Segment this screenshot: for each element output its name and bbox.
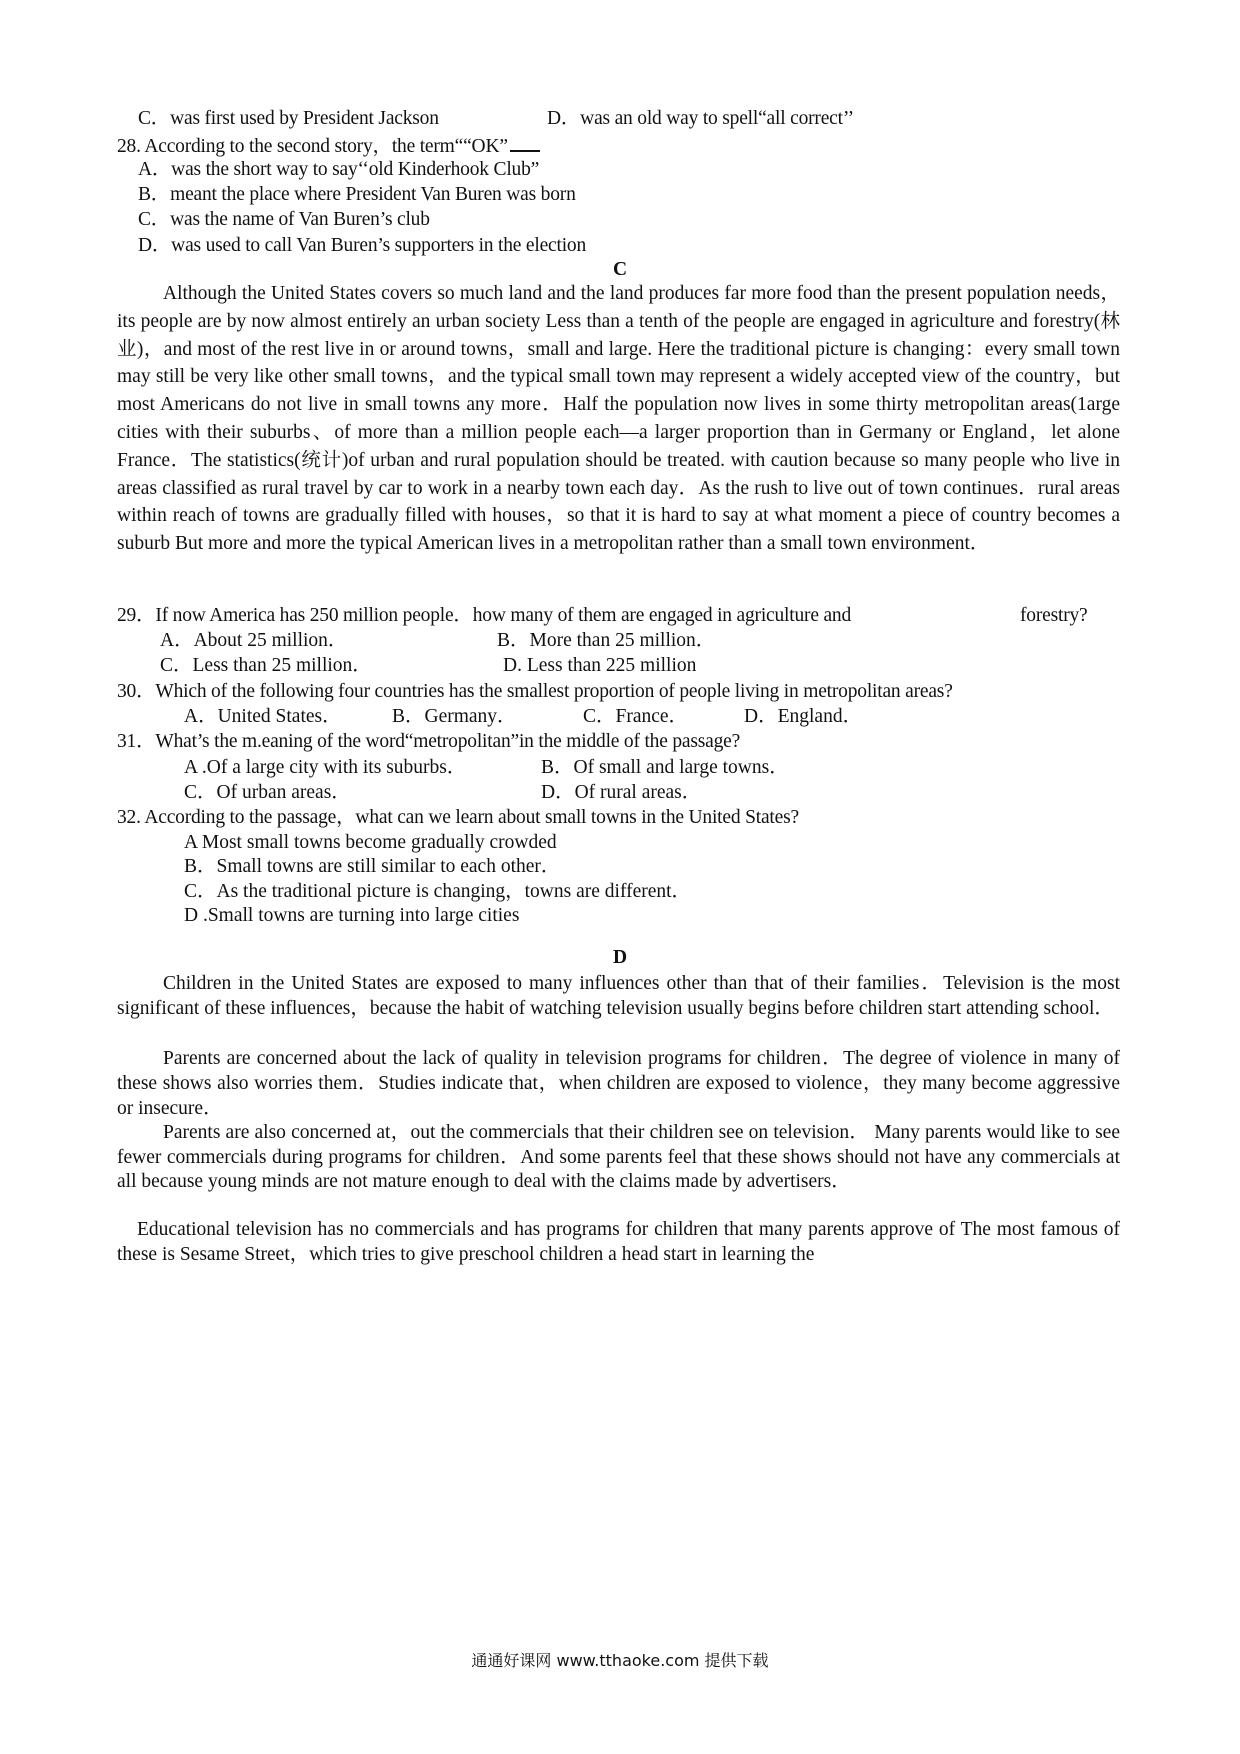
q30-stem: 30．Which of the following four countries has the smallest proportion of people living in metropolitan areas? <box>117 681 953 702</box>
q28-option-c: C．was the name of Van Buren’s club <box>138 209 430 230</box>
paragraph-text: Educational television has no commercials and has programs for children that many parents approve of The most famous of these is Sesame Street，which tries to give preschool children a head start in learning the <box>117 1219 1120 1265</box>
q31-stem: 31．What’s the m.eaning of the word“metropolitan”in the middle of the passage? <box>117 731 741 752</box>
q29-stem: 29．If now America has 250 million people．how many of them are engaged in agriculture and <box>117 605 852 626</box>
q32-option-a: A Most small towns become gradually crowded <box>184 832 557 853</box>
passage-c-body: Although the United States covers so much land and the land produces far more food than the present population needs，its people are by now almost entirely an urban society Less than a tenth of the people are engaged in agriculture and forestry(林业)，and most of the rest live in or around towns，small and large. Here the traditional picture is changing：every small town may still be very like other small towns，and the typical small town may represent a widely accepted view of the country，but most Americans do not live in small towns any more．Half the population now lives in some thirty metropolitan areas(1arge cities with their suburbs、of more than a million people each—a larger proportion than in Germany or England，let alone France．The statistics(统计)of urban and rural population should be treated. with caution because so many people who live in areas classified as rural travel by car to work in a nearby town each day．As the rush to live out of town continues．rural areas within reach of towns are gradually filled with houses，so that it is hard to say at what moment a piece of country becomes a suburb But more and more the typical American lives in a metropolitan rather than a small town environment． <box>117 283 1120 555</box>
passage-d-paragraph-3 <box>117 1121 1120 1195</box>
q29-option-b: B．More than 25 million． <box>497 630 716 651</box>
q29-stem-end: forestry? <box>1020 605 1088 626</box>
q29-option-a: A．About 25 million． <box>160 630 348 651</box>
passage-d-heading: D <box>612 947 628 968</box>
q31-option-c: C．Of urban areas． <box>184 782 351 803</box>
passage-d-paragraph-2 <box>117 1047 1120 1121</box>
q30-option-a: A．United States． <box>184 706 342 727</box>
passage-c-text <box>117 280 1120 558</box>
q32-stem: 32. According to the passage，what can we learn about small towns in the United States? <box>117 807 799 828</box>
paragraph-text: Children in the United States are exposed to many influences other than that of their families．Television is the most significant of these influences，because the habit of watching television usually begins before children start attending school． <box>117 973 1120 1020</box>
q27-option-c: C．was first used by President Jackson <box>138 108 439 129</box>
passage-c-heading: C <box>612 259 628 280</box>
passage-d-paragraph-4 <box>117 1218 1120 1267</box>
q29-option-c: C．Less than 25 million． <box>160 655 372 676</box>
q27-option-d: D．was an old way to spell“all correct’’ <box>547 108 854 129</box>
footer-download-credit: 通通好课网 www.tthaoke.com 提供下载 <box>471 1651 769 1670</box>
q30-option-c: C．France． <box>583 706 689 727</box>
paragraph-text: Parents are also concerned at，out the commercials that their children see on television． Many parents would like to see fewer commercials during programs for children．And some parents feel that these shows should not have any commercials at all because young minds are not mature enough to deal with the claims made by advertisers． <box>117 1122 1120 1192</box>
answer-blank <box>510 132 540 152</box>
q32-option-d: D .Small towns are turning into large cities <box>184 905 520 926</box>
q30-option-d: D．England． <box>744 706 863 727</box>
q30-option-b: B．Germany． <box>392 706 517 727</box>
q31-option-d: D．Of rural areas． <box>541 782 702 803</box>
q31-option-b: B．Of small and large towns． <box>541 757 789 778</box>
q28-option-a: A．was the short way to say‘‘old Kinderhook Club” <box>138 159 540 180</box>
q28-option-b: B．meant the place where President Van Buren was born <box>138 184 576 205</box>
q32-option-c: C．As the traditional picture is changing，towns are different． <box>184 881 692 902</box>
q28-stem <box>117 132 540 160</box>
paragraph-text: Parents are concerned about the lack of quality in television programs for children．The degree of violence in many of these shows also worries them．Studies indicate that，when children are exposed to violence，they many become aggressive or insecure． <box>117 1048 1120 1119</box>
q28-option-d: D．was used to call Van Buren’s supporters in the election <box>138 235 587 256</box>
q28-stem-text: 28. According to the second story，the term““OK” <box>117 136 508 157</box>
passage-d-paragraph-1 <box>117 971 1120 1022</box>
q31-option-a: A .Of a large city with its suburbs． <box>184 757 467 778</box>
q32-option-b: B．Small towns are still similar to each other． <box>184 856 561 877</box>
q29-option-d: D. Less than 225 million <box>503 655 697 676</box>
